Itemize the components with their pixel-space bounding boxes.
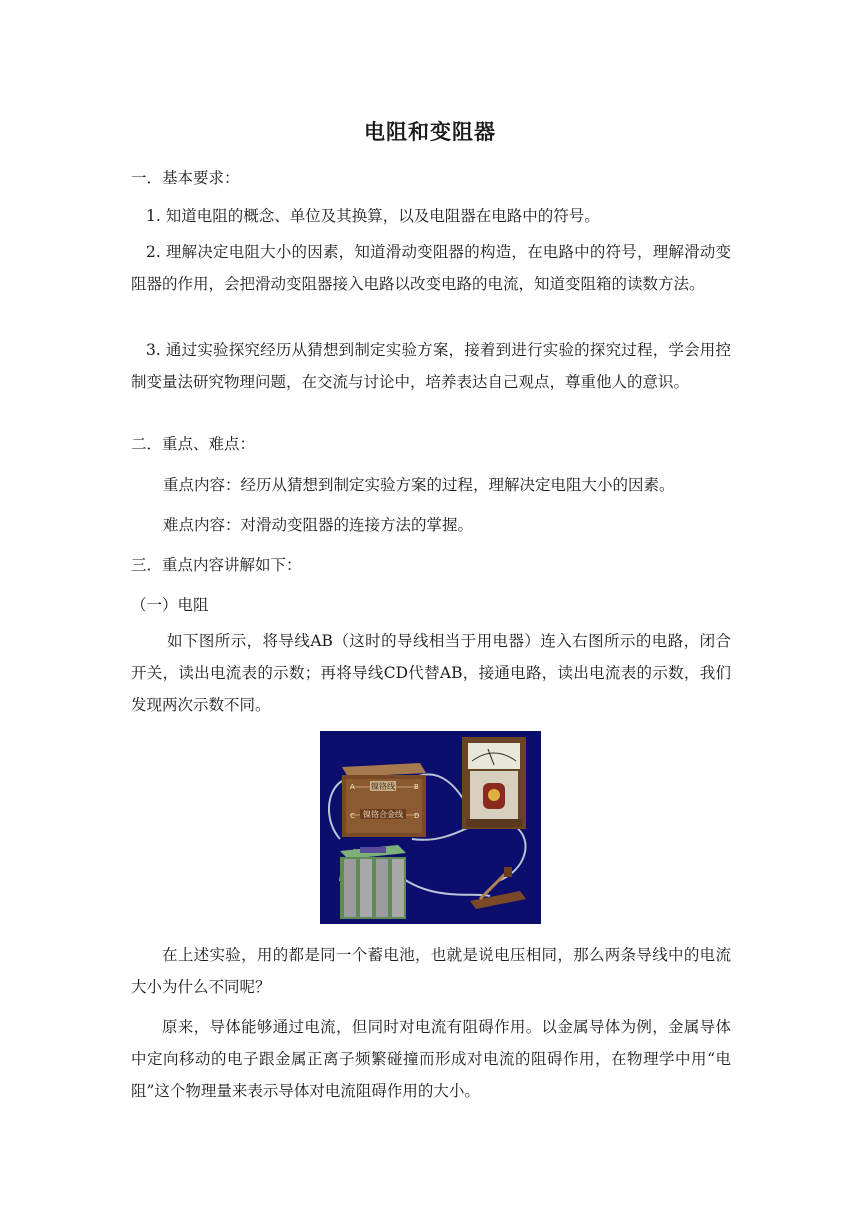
explanation-paragraph: 原来，导体能够通过电流，但同时对电流有阻碍作用。以金属导体为例，金属导体中定向移动的电子跟金属正离子频繁碰撞而形成对电流的阻碍作用，在物理学中用“电阻”这个物理量来表示导体对电流阻碍作用的大小。 <box>131 1018 731 1100</box>
key-point: 重点内容：经历从猜想到制定实验方案的过程，理解决定电阻大小的因素。 <box>163 476 675 494</box>
section3-heading: 三．重点内容讲解如下： <box>131 556 302 574</box>
requirement-item-3: 3. 通过实验探究经历从猜想到制定实验方案，接着到进行实验的探究过程，学会用控制变量法研究物理问题，在交流与讨论中，培养表达自己观点，尊重他人的意识。 <box>131 341 731 391</box>
section2-heading: 二．重点、难点： <box>131 435 256 453</box>
page-title: 电阻和变阻器 <box>364 120 496 144</box>
section1-heading: 一．基本要求： <box>131 169 240 187</box>
terminal-d: D <box>414 812 420 820</box>
requirement-item-2: 2. 理解决定电阻大小的因素，知道滑动变阻器的构造，在电路中的符号，理解滑动变阻器的作用，会把滑动变阻器接入电路以改变电路的电流，知道变阻箱的读数方法。 <box>131 243 731 293</box>
terminal-a: A <box>350 783 355 791</box>
terminal-c: C <box>350 812 355 820</box>
terminal-b: B <box>414 783 419 791</box>
difficult-point: 难点内容：对滑动变阻器的连接方法的掌握。 <box>163 516 474 534</box>
box-label-bottom: 镍铬合金线 <box>363 810 403 819</box>
question-paragraph: 在上述实验，用的都是同一个蓄电池，也就是说电压相同，那么两条导线中的电流大小为什么不同呢？ <box>131 946 731 996</box>
experiment-paragraph: 如下图所示，将导线AB（这时的导线相当于用电器）连入右图所示的电路，闭合开关，读出电流表的示数；再将导线CD代替AB，接通电路，读出电流表的示数，我们发现两次示数不同。 <box>131 632 731 714</box>
ammeter <box>462 737 526 829</box>
box-label-top: 镍铬线 <box>371 782 395 791</box>
experiment-circuit-figure <box>320 731 541 924</box>
subsection-resistance-heading: （一）电阻 <box>131 596 209 614</box>
requirement-item-1: 1. 知道电阻的概念、单位及其换算，以及电阻器在电路中的符号。 <box>146 207 600 225</box>
